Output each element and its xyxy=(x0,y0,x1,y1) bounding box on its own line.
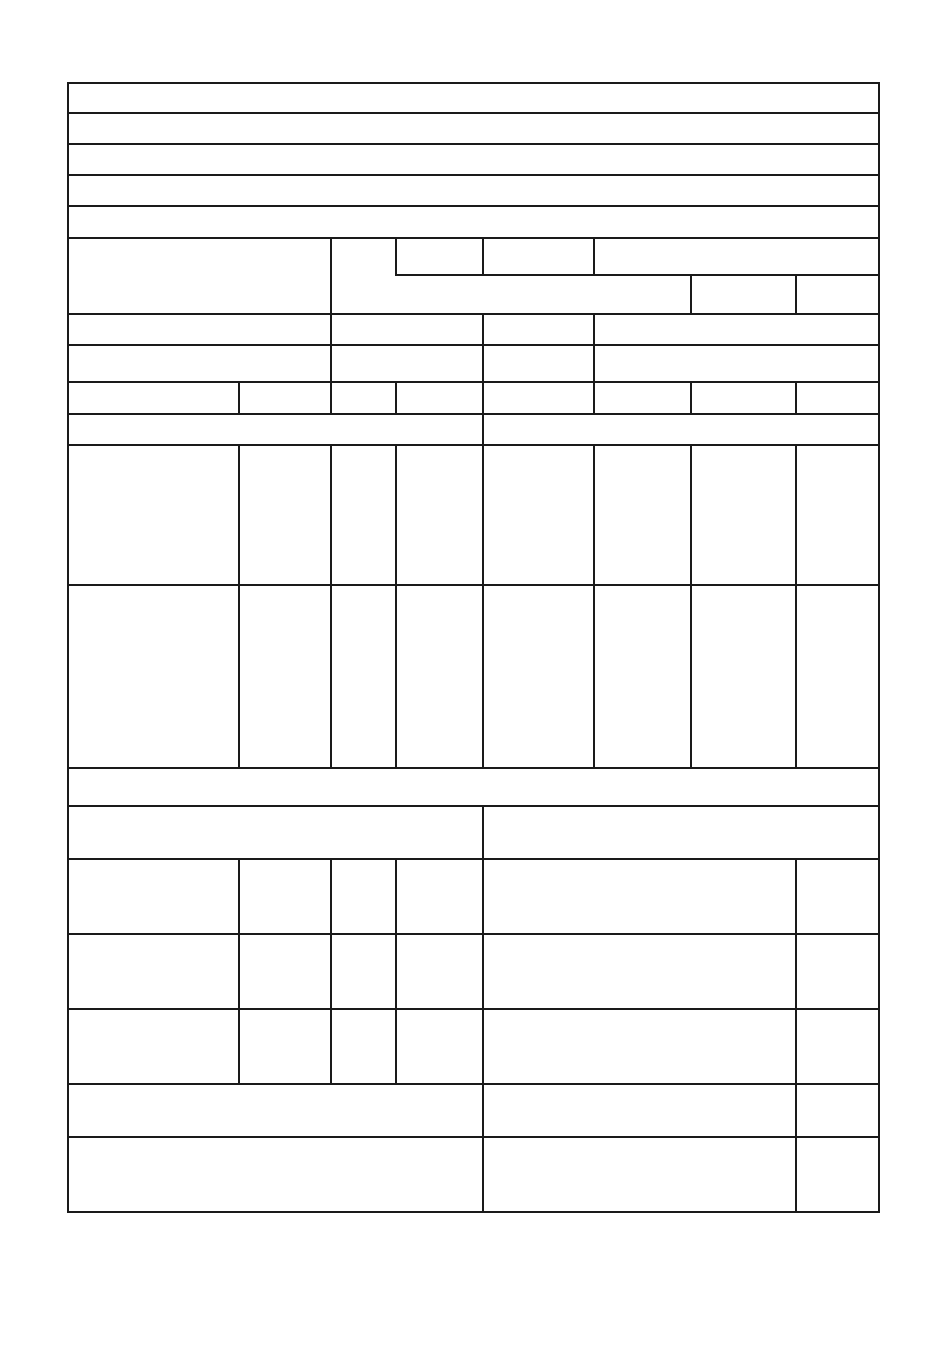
table-rules xyxy=(68,113,879,1212)
table-border xyxy=(68,83,879,1212)
